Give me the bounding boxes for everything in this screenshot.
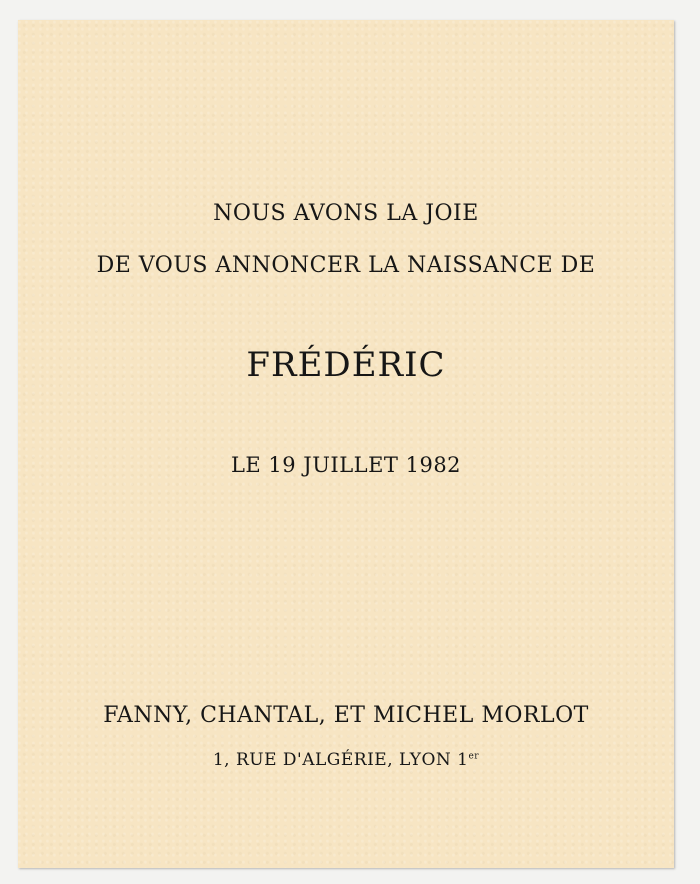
baby-name: FRÉDÉRIC bbox=[246, 345, 446, 385]
address bbox=[18, 750, 674, 770]
intro-line: NOUS AVONS LA JOIE bbox=[213, 201, 479, 226]
address-suffix: er bbox=[468, 751, 480, 762]
announcement-line: DE VOUS ANNONCER LA NAISSANCE DE bbox=[96, 253, 596, 278]
birth-announcement-card bbox=[18, 20, 674, 868]
birth-date: LE 19 JUILLET 1982 bbox=[230, 453, 462, 477]
parents-names: FANNY, CHANTAL, ET MICHEL MORLOT bbox=[103, 703, 589, 728]
address-main: 1, RUE D'ALGÉRIE, LYON 1 bbox=[212, 750, 469, 770]
